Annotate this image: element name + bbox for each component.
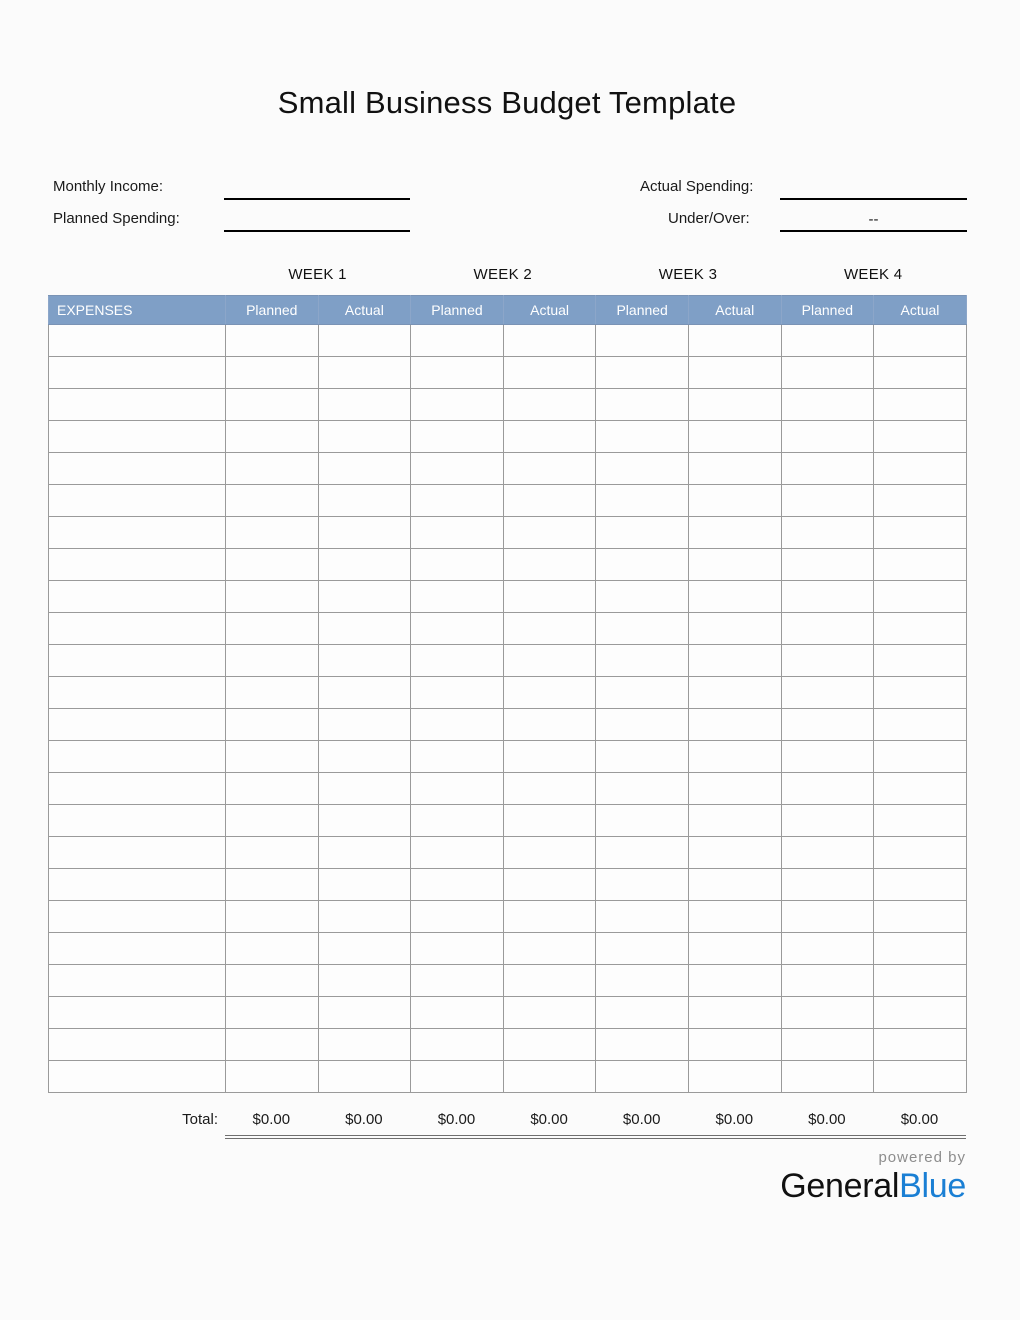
- total-value-1: $0.00: [252, 1111, 291, 1128]
- expense-name-cell[interactable]: [49, 933, 226, 965]
- expense-name-cell[interactable]: [49, 965, 226, 997]
- column-header-week2-planned: Planned: [411, 296, 504, 325]
- expense-amount-cell[interactable]: [874, 357, 967, 389]
- expense-amount-cell[interactable]: [781, 709, 874, 741]
- expense-amount-cell[interactable]: [874, 645, 967, 677]
- page-title: Small Business Budget Template: [277, 85, 737, 120]
- expense-name-cell[interactable]: [49, 709, 226, 741]
- expense-amount-cell[interactable]: [596, 485, 689, 517]
- expense-amount-cell[interactable]: [411, 933, 504, 965]
- expense-amount-cell[interactable]: [411, 645, 504, 677]
- expense-name-cell[interactable]: [49, 901, 226, 933]
- expense-amount-cell[interactable]: [688, 901, 781, 933]
- expense-amount-cell[interactable]: [874, 325, 967, 357]
- expense-amount-cell[interactable]: [318, 997, 411, 1029]
- powered-by-label: powered by: [878, 1149, 966, 1166]
- expense-amount-cell[interactable]: [411, 613, 504, 645]
- expense-amount-cell[interactable]: [596, 1029, 689, 1061]
- expense-amount-cell[interactable]: [503, 549, 596, 581]
- expense-name-cell[interactable]: [49, 869, 226, 901]
- expense-amount-cell[interactable]: [503, 837, 596, 869]
- expense-amount-cell[interactable]: [226, 741, 319, 773]
- column-header-week1-planned: Planned: [226, 296, 319, 325]
- total-value-7: $0.00: [808, 1111, 846, 1128]
- column-header-week2-actual: Actual: [503, 296, 596, 325]
- expense-amount-cell[interactable]: [503, 1061, 596, 1093]
- expense-amount-cell[interactable]: [503, 613, 596, 645]
- table-header-row: [49, 296, 967, 325]
- expense-amount-cell[interactable]: [411, 389, 504, 421]
- expense-amount-cell[interactable]: [688, 837, 781, 869]
- expense-amount-cell[interactable]: [411, 1061, 504, 1093]
- expense-amount-cell[interactable]: [226, 1061, 319, 1093]
- expense-amount-cell[interactable]: [596, 837, 689, 869]
- expense-amount-cell[interactable]: [596, 709, 689, 741]
- expense-amount-cell[interactable]: [688, 773, 781, 805]
- expense-name-cell[interactable]: [49, 357, 226, 389]
- table-row: [49, 901, 967, 933]
- expense-amount-cell[interactable]: [503, 389, 596, 421]
- expense-amount-cell[interactable]: [874, 933, 967, 965]
- expense-name-cell[interactable]: [49, 613, 226, 645]
- expense-amount-cell[interactable]: [874, 517, 967, 549]
- expense-name-cell[interactable]: [49, 645, 226, 677]
- expense-amount-cell[interactable]: [781, 805, 874, 837]
- expense-amount-cell[interactable]: [411, 709, 504, 741]
- expense-amount-cell[interactable]: [503, 421, 596, 453]
- expense-amount-cell[interactable]: [688, 357, 781, 389]
- expense-amount-cell[interactable]: [318, 421, 411, 453]
- expense-amount-cell[interactable]: [226, 453, 319, 485]
- expense-amount-cell[interactable]: [781, 1029, 874, 1061]
- expense-amount-cell[interactable]: [226, 997, 319, 1029]
- expense-amount-cell[interactable]: [781, 901, 874, 933]
- expense-amount-cell[interactable]: [411, 549, 504, 581]
- expense-amount-cell[interactable]: [226, 325, 319, 357]
- total-value-5: $0.00: [622, 1111, 661, 1128]
- totals-row: [48, 1105, 966, 1139]
- expense-amount-cell[interactable]: [596, 997, 689, 1029]
- expense-amount-cell[interactable]: [503, 581, 596, 613]
- expense-amount-cell[interactable]: [596, 453, 689, 485]
- table-row: [49, 837, 967, 869]
- total-value-6: $0.00: [715, 1111, 754, 1128]
- expense-amount-cell[interactable]: [781, 581, 874, 613]
- expense-amount-cell[interactable]: [874, 581, 967, 613]
- expense-amount-cell[interactable]: [781, 837, 874, 869]
- expense-amount-cell[interactable]: [688, 997, 781, 1029]
- expense-name-cell[interactable]: [49, 773, 226, 805]
- expense-amount-cell[interactable]: [688, 965, 781, 997]
- planned-spending-label: Planned Spending:: [53, 210, 180, 227]
- expense-amount-cell[interactable]: [503, 933, 596, 965]
- expense-amount-cell[interactable]: [781, 357, 874, 389]
- expense-amount-cell[interactable]: [226, 421, 319, 453]
- table-row: [49, 773, 967, 805]
- expense-amount-cell[interactable]: [411, 901, 504, 933]
- expense-name-cell[interactable]: [49, 421, 226, 453]
- expense-amount-cell[interactable]: [226, 837, 319, 869]
- total-value-8: $0.00: [900, 1111, 939, 1128]
- expense-amount-cell[interactable]: [874, 613, 967, 645]
- expense-amount-cell[interactable]: [596, 325, 689, 357]
- expense-amount-cell[interactable]: [226, 869, 319, 901]
- expense-amount-cell[interactable]: [874, 1029, 967, 1061]
- expense-amount-cell[interactable]: [503, 453, 596, 485]
- expense-amount-cell[interactable]: [411, 1029, 504, 1061]
- expense-amount-cell[interactable]: [688, 677, 781, 709]
- expense-amount-cell[interactable]: [596, 581, 689, 613]
- expense-amount-cell[interactable]: [226, 965, 319, 997]
- expense-amount-cell[interactable]: [596, 805, 689, 837]
- expense-amount-cell[interactable]: [503, 997, 596, 1029]
- column-header-expenses: EXPENSES: [49, 296, 226, 325]
- expense-amount-cell[interactable]: [596, 773, 689, 805]
- expense-amount-cell[interactable]: [596, 741, 689, 773]
- expense-amount-cell[interactable]: [318, 837, 411, 869]
- expense-amount-cell[interactable]: [503, 741, 596, 773]
- expense-amount-cell[interactable]: [318, 517, 411, 549]
- expense-amount-cell[interactable]: [503, 677, 596, 709]
- expense-amount-cell[interactable]: [688, 805, 781, 837]
- expense-amount-cell[interactable]: [688, 709, 781, 741]
- expense-amount-cell[interactable]: [318, 1061, 411, 1093]
- monthly-income-input[interactable]: [224, 198, 410, 200]
- monthly-income-label: Monthly Income:: [53, 178, 164, 195]
- expense-amount-cell[interactable]: [318, 389, 411, 421]
- table-row: [49, 453, 967, 485]
- table-row: [49, 869, 967, 901]
- column-header-week4-actual: Actual: [874, 296, 967, 325]
- table-row: [49, 741, 967, 773]
- expense-name-cell[interactable]: [49, 1061, 226, 1093]
- expense-amount-cell[interactable]: [503, 485, 596, 517]
- expense-amount-cell[interactable]: [688, 549, 781, 581]
- expense-name-cell[interactable]: [49, 1029, 226, 1061]
- expense-name-cell[interactable]: [49, 485, 226, 517]
- expense-amount-cell[interactable]: [688, 421, 781, 453]
- expense-name-cell[interactable]: [49, 677, 226, 709]
- under-over-label: Under/Over:: [668, 210, 750, 227]
- expense-amount-cell[interactable]: [318, 741, 411, 773]
- expense-name-cell[interactable]: [49, 389, 226, 421]
- expense-amount-cell[interactable]: [226, 517, 319, 549]
- expense-amount-cell[interactable]: [874, 485, 967, 517]
- expense-amount-cell[interactable]: [596, 933, 689, 965]
- expense-amount-cell[interactable]: [596, 1061, 689, 1093]
- expense-amount-cell[interactable]: [411, 773, 504, 805]
- expense-amount-cell[interactable]: [688, 581, 781, 613]
- expense-amount-cell[interactable]: [226, 613, 319, 645]
- expense-name-cell[interactable]: [49, 741, 226, 773]
- expense-amount-cell[interactable]: [596, 517, 689, 549]
- expense-amount-cell[interactable]: [318, 485, 411, 517]
- expense-amount-cell[interactable]: [226, 645, 319, 677]
- expense-amount-cell[interactable]: [874, 869, 967, 901]
- table-row: [49, 709, 967, 741]
- expense-amount-cell[interactable]: [318, 773, 411, 805]
- expense-amount-cell[interactable]: [226, 709, 319, 741]
- expense-amount-cell[interactable]: [411, 453, 504, 485]
- expense-amount-cell[interactable]: [503, 357, 596, 389]
- expense-amount-cell[interactable]: [503, 517, 596, 549]
- expense-amount-cell[interactable]: [688, 741, 781, 773]
- week-group-label-3: WEEK 3: [658, 266, 718, 283]
- under-over-input[interactable]: [780, 230, 967, 232]
- expense-amount-cell[interactable]: [503, 965, 596, 997]
- expense-amount-cell[interactable]: [226, 485, 319, 517]
- expense-amount-cell[interactable]: [781, 965, 874, 997]
- expense-amount-cell[interactable]: [411, 421, 504, 453]
- expense-amount-cell[interactable]: [226, 389, 319, 421]
- expense-amount-cell[interactable]: [781, 741, 874, 773]
- expense-amount-cell[interactable]: [226, 1029, 319, 1061]
- expense-amount-cell[interactable]: [411, 517, 504, 549]
- expense-amount-cell[interactable]: [874, 389, 967, 421]
- expense-amount-cell[interactable]: [596, 389, 689, 421]
- expense-amount-cell[interactable]: [411, 837, 504, 869]
- expense-amount-cell[interactable]: [874, 741, 967, 773]
- week-group-label-4: WEEK 4: [843, 266, 903, 283]
- expense-amount-cell[interactable]: [226, 357, 319, 389]
- table-row: [49, 613, 967, 645]
- table-row: [49, 965, 967, 997]
- expense-amount-cell[interactable]: [318, 357, 411, 389]
- table-row: [49, 1061, 967, 1093]
- expense-amount-cell[interactable]: [781, 1061, 874, 1093]
- expense-amount-cell[interactable]: [688, 1029, 781, 1061]
- expense-name-cell[interactable]: [49, 805, 226, 837]
- expense-amount-cell[interactable]: [874, 837, 967, 869]
- table-row: [49, 325, 967, 357]
- expense-amount-cell[interactable]: [781, 453, 874, 485]
- expense-amount-cell[interactable]: [874, 677, 967, 709]
- expense-amount-cell[interactable]: [596, 613, 689, 645]
- expense-amount-cell[interactable]: [688, 517, 781, 549]
- table-row: [49, 549, 967, 581]
- expense-amount-cell[interactable]: [874, 901, 967, 933]
- expense-amount-cell[interactable]: [503, 805, 596, 837]
- under-over-value: --: [868, 211, 879, 228]
- expense-name-cell[interactable]: [49, 549, 226, 581]
- table-row: [49, 517, 967, 549]
- expense-amount-cell[interactable]: [596, 965, 689, 997]
- actual-spending-label: Actual Spending:: [640, 178, 754, 195]
- table-row: [49, 357, 967, 389]
- expense-amount-cell[interactable]: [688, 869, 781, 901]
- expense-amount-cell[interactable]: [781, 933, 874, 965]
- expense-amount-cell[interactable]: [781, 517, 874, 549]
- expense-amount-cell[interactable]: [411, 965, 504, 997]
- expense-amount-cell[interactable]: [503, 325, 596, 357]
- expense-amount-cell[interactable]: [503, 645, 596, 677]
- expense-amount-cell[interactable]: [318, 613, 411, 645]
- table-row: [49, 389, 967, 421]
- expense-amount-cell[interactable]: [596, 421, 689, 453]
- column-header-week1-actual: Actual: [318, 296, 411, 325]
- expense-amount-cell[interactable]: [318, 581, 411, 613]
- expense-name-cell[interactable]: [49, 997, 226, 1029]
- expense-amount-cell[interactable]: [596, 645, 689, 677]
- expense-amount-cell[interactable]: [318, 677, 411, 709]
- expense-amount-cell[interactable]: [411, 997, 504, 1029]
- expense-amount-cell[interactable]: [226, 805, 319, 837]
- expense-amount-cell[interactable]: [874, 773, 967, 805]
- expense-amount-cell[interactable]: [596, 549, 689, 581]
- expense-amount-cell[interactable]: [318, 325, 411, 357]
- expense-amount-cell[interactable]: [781, 325, 874, 357]
- expense-amount-cell[interactable]: [411, 485, 504, 517]
- expense-amount-cell[interactable]: [411, 869, 504, 901]
- table-row: [49, 997, 967, 1029]
- expense-amount-cell[interactable]: [688, 613, 781, 645]
- expense-amount-cell[interactable]: [226, 933, 319, 965]
- expense-amount-cell[interactable]: [781, 421, 874, 453]
- totals-label: Total:: [182, 1111, 218, 1128]
- expense-amount-cell[interactable]: [874, 453, 967, 485]
- expense-amount-cell[interactable]: [226, 901, 319, 933]
- table-row: [49, 485, 967, 517]
- expense-amount-cell[interactable]: [318, 805, 411, 837]
- expense-amount-cell[interactable]: [874, 1061, 967, 1093]
- expense-name-cell[interactable]: [49, 325, 226, 357]
- expense-amount-cell[interactable]: [503, 709, 596, 741]
- expense-amount-cell[interactable]: [411, 805, 504, 837]
- expense-name-cell[interactable]: [49, 453, 226, 485]
- expense-amount-cell[interactable]: [874, 709, 967, 741]
- expense-amount-cell[interactable]: [781, 677, 874, 709]
- expense-amount-cell[interactable]: [226, 677, 319, 709]
- table-row: [49, 581, 967, 613]
- expense-amount-cell[interactable]: [688, 933, 781, 965]
- expense-amount-cell[interactable]: [318, 933, 411, 965]
- generalblue-logo: [706, 1150, 966, 1206]
- week-group-label-2: WEEK 2: [473, 266, 533, 283]
- column-header-week3-actual: Actual: [688, 296, 781, 325]
- expense-amount-cell[interactable]: [226, 773, 319, 805]
- actual-spending-input[interactable]: [780, 198, 967, 200]
- expense-amount-cell[interactable]: [318, 965, 411, 997]
- table-header: [49, 296, 967, 325]
- expense-name-cell[interactable]: [49, 837, 226, 869]
- expense-amount-cell[interactable]: [503, 1029, 596, 1061]
- expense-amount-cell[interactable]: [688, 453, 781, 485]
- expense-amount-cell[interactable]: [781, 869, 874, 901]
- expense-amount-cell[interactable]: [781, 389, 874, 421]
- table-row: [49, 1029, 967, 1061]
- totals-double-rule: [225, 1135, 966, 1139]
- expense-amount-cell[interactable]: [781, 645, 874, 677]
- expense-amount-cell[interactable]: [503, 901, 596, 933]
- total-value-4: $0.00: [530, 1111, 568, 1128]
- expense-amount-cell[interactable]: [503, 773, 596, 805]
- expense-amount-cell[interactable]: [874, 421, 967, 453]
- expense-amount-cell[interactable]: [318, 1029, 411, 1061]
- budget-table-wrapper: [48, 295, 966, 1093]
- table-row: [49, 677, 967, 709]
- expense-amount-cell[interactable]: [411, 325, 504, 357]
- total-value-2: $0.00: [345, 1111, 383, 1128]
- expense-amount-cell[interactable]: [781, 613, 874, 645]
- expense-amount-cell[interactable]: [411, 677, 504, 709]
- expense-amount-cell[interactable]: [411, 357, 504, 389]
- expense-amount-cell[interactable]: [503, 869, 596, 901]
- expense-amount-cell[interactable]: [688, 325, 781, 357]
- expense-amount-cell[interactable]: [318, 901, 411, 933]
- expense-amount-cell[interactable]: [688, 389, 781, 421]
- table-row: [49, 805, 967, 837]
- expense-amount-cell[interactable]: [596, 901, 689, 933]
- expense-amount-cell[interactable]: [781, 773, 874, 805]
- expense-amount-cell[interactable]: [318, 645, 411, 677]
- expense-name-cell[interactable]: [49, 581, 226, 613]
- brand-blue: Blue: [899, 1166, 966, 1205]
- expense-amount-cell[interactable]: [318, 709, 411, 741]
- expense-amount-cell[interactable]: [318, 549, 411, 581]
- planned-spending-input[interactable]: [224, 230, 410, 232]
- expense-amount-cell[interactable]: [874, 549, 967, 581]
- expense-amount-cell[interactable]: [781, 549, 874, 581]
- expense-amount-cell[interactable]: [596, 677, 689, 709]
- expense-amount-cell[interactable]: [318, 869, 411, 901]
- expense-amount-cell[interactable]: [688, 485, 781, 517]
- table-row: [49, 933, 967, 965]
- expense-amount-cell[interactable]: [411, 581, 504, 613]
- expense-amount-cell[interactable]: [411, 741, 504, 773]
- table-body: [49, 325, 967, 1093]
- total-value-3: $0.00: [437, 1111, 476, 1128]
- week-group-label-1: WEEK 1: [288, 266, 347, 283]
- expense-amount-cell[interactable]: [874, 805, 967, 837]
- expense-amount-cell[interactable]: [596, 869, 689, 901]
- expense-name-cell[interactable]: [49, 517, 226, 549]
- expense-amount-cell[interactable]: [874, 997, 967, 1029]
- table-row: [49, 645, 967, 677]
- expense-amount-cell[interactable]: [226, 581, 319, 613]
- column-header-week3-planned: Planned: [596, 296, 689, 325]
- budget-table: [48, 295, 967, 1093]
- expense-amount-cell[interactable]: [781, 997, 874, 1029]
- expense-amount-cell[interactable]: [781, 485, 874, 517]
- expense-amount-cell[interactable]: [688, 645, 781, 677]
- expense-amount-cell[interactable]: [596, 357, 689, 389]
- table-row: [49, 421, 967, 453]
- column-header-week4-planned: Planned: [781, 296, 874, 325]
- expense-amount-cell[interactable]: [226, 549, 319, 581]
- expense-amount-cell[interactable]: [318, 453, 411, 485]
- expense-amount-cell[interactable]: [874, 965, 967, 997]
- brand-general: General: [780, 1166, 900, 1205]
- expense-amount-cell[interactable]: [688, 1061, 781, 1093]
- brand-name: [706, 1167, 966, 1206]
